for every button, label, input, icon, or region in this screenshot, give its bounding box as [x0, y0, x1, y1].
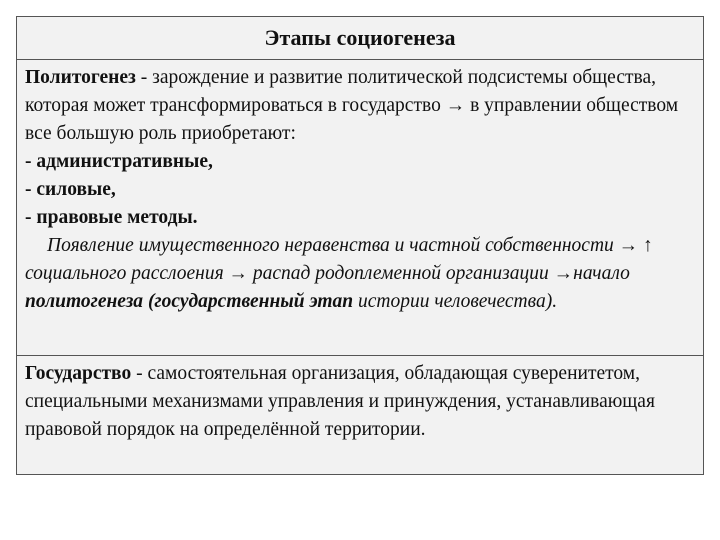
method-item: - правовые методы. [25, 207, 198, 228]
cause-text-end: истории человечества). [353, 291, 558, 312]
state-cell [17, 356, 703, 474]
state-term: Государство [25, 363, 132, 384]
state-definition-text: - самостоятельная организация, обладающая суверенитетом, специальными механизмами управления и принуждения, устанавливающая правовой порядок на определённой территории. [25, 363, 655, 440]
politogenesis-cell [17, 60, 703, 356]
method-item: - силовые, [25, 179, 116, 200]
cause-bold-state-stage: (государственный этап [147, 291, 354, 312]
cause-text: Появление имущественного неравенства и частной собственности → ↑ социального расслоения → распад родоплеменной организации →начало [25, 235, 653, 284]
politogenesis-definition [25, 64, 695, 148]
politogenesis-definition-text: - зарождение и развитие политической подсистемы общества, которая может трансформироваться в государство → в управлении обществом все большую роль приобретают: [25, 67, 679, 144]
state-definition [25, 360, 695, 444]
politogenesis-term: Политогенез [25, 67, 136, 88]
table-header [17, 17, 703, 60]
socio-genesis-table [16, 16, 704, 475]
cause-bold-politogenesis: политогенеза [25, 291, 144, 312]
politogenesis-cause [25, 232, 695, 316]
method-item: - административные, [25, 151, 213, 172]
table-title: Этапы социогенеза [264, 25, 456, 50]
